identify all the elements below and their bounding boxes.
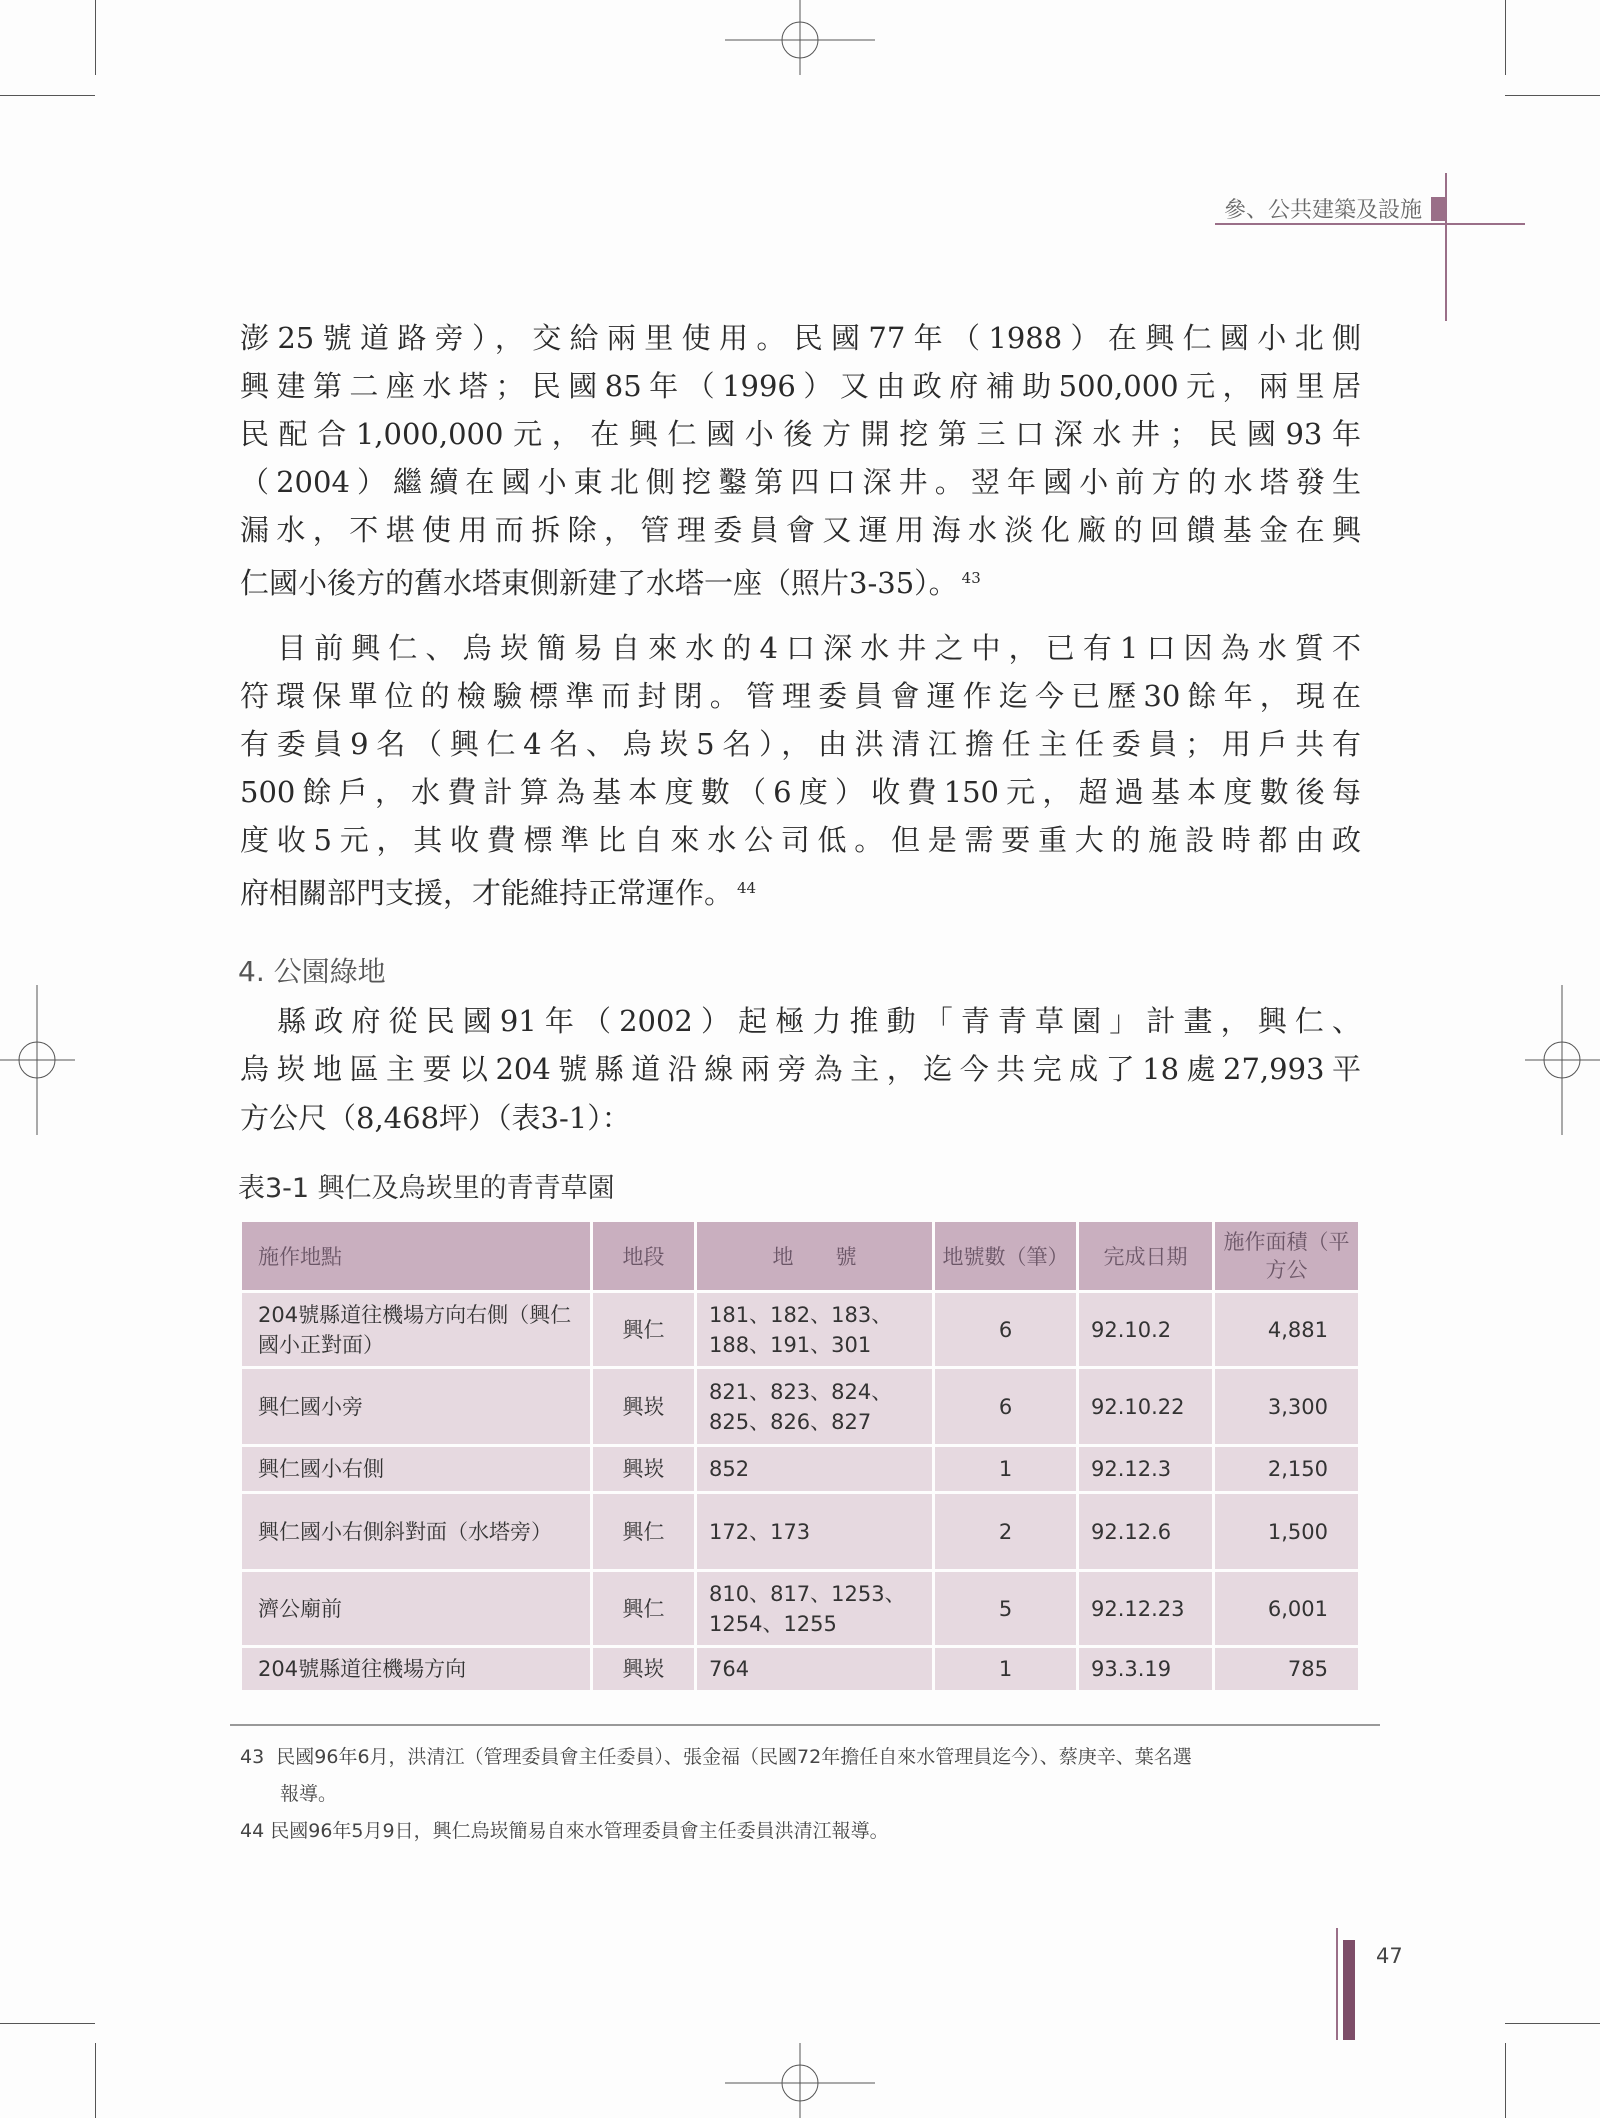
text-line: 度收5元，其收費標準比自來水公司低。但是需要重大的施設時都由政 (240, 823, 1361, 857)
table-row (242, 1648, 1358, 1690)
table-cell: 92.12.6 (1079, 1494, 1212, 1569)
table-cell: 興仁 (593, 1494, 694, 1569)
table-cell: 172、173 (697, 1494, 932, 1569)
text-line: 目前興仁、烏崁簡易自來水的4口深水井之中，已有1口因為水質不 (240, 631, 1361, 665)
crop-mark (0, 2023, 95, 2024)
section-heading: 4. 公園綠地 (238, 955, 386, 988)
table-cell: 821、823、824、825、826、827 (697, 1369, 932, 1444)
table-cell: 2 (935, 1494, 1076, 1569)
header-accent-block (1431, 197, 1446, 221)
footnote-rule (230, 1724, 1380, 1726)
col-header: 施作地點 (242, 1222, 590, 1290)
table-cell: 興崁 (593, 1369, 694, 1444)
table-cell: 興仁國小右側斜對面（水塔旁） (242, 1494, 590, 1569)
footnote-ref[interactable]: 44 (737, 879, 757, 897)
text-line: 方公尺（8,468坪）（表3-1）： (240, 1101, 631, 1135)
table-cell: 興崁 (593, 1447, 694, 1491)
text-line: 澎25號道路旁），交給兩里使用。民國77年（1988）在興仁國小北側 (240, 321, 1361, 355)
header-rule (1215, 223, 1525, 225)
table-cell: 6 (935, 1369, 1076, 1444)
col-header: 完成日期 (1079, 1222, 1212, 1290)
table-cell: 興仁國小右側 (242, 1447, 590, 1491)
text-line: 有委員9名（興仁4名、烏崁5名），由洪清江擔任主任委員；用戶共有 (240, 727, 1361, 761)
crop-mark (95, 2043, 96, 2118)
table-row (242, 1369, 1358, 1444)
table-cell: 1 (935, 1648, 1076, 1690)
crop-mark (1505, 2023, 1600, 2024)
chapter-header: 參、公共建築及設施 (1223, 198, 1422, 223)
table-row (242, 1572, 1358, 1645)
text-line: （2004）繼續在國小東北側挖鑿第四口深井。翌年國小前方的水塔發生 (240, 465, 1361, 499)
table-cell: 181、182、183、188、191、301 (697, 1293, 932, 1366)
table-cell: 4,881 (1215, 1293, 1358, 1366)
table-cell: 6 (935, 1293, 1076, 1366)
table-cell: 764 (697, 1648, 932, 1690)
crop-mark (1505, 95, 1600, 96)
col-header: 地 號 (697, 1222, 932, 1290)
table-row (242, 1494, 1358, 1569)
crop-mark (1505, 2043, 1506, 2118)
table-header-row (242, 1222, 1358, 1290)
registration-mark-left (0, 985, 75, 1135)
table-title: 表3-1 興仁及烏崁里的青青草園 (238, 1173, 615, 1204)
footnote-ref[interactable]: 43 (961, 569, 981, 587)
text-line: 符環保單位的檢驗標準而封閉。管理委員會運作迄今已歷30餘年，現在 (240, 679, 1361, 713)
green-space-table (239, 1219, 1361, 1693)
crop-mark (0, 95, 95, 96)
crop-mark (1505, 0, 1506, 75)
col-header: 施作面積（平方公 (1215, 1222, 1358, 1290)
table-cell: 興崁 (593, 1648, 694, 1690)
table-cell: 92.10.2 (1079, 1293, 1212, 1366)
table-cell: 3,300 (1215, 1369, 1358, 1444)
table-cell: 810、817、1253、1254、1255 (697, 1572, 932, 1645)
header-vertical-rule (1445, 173, 1447, 321)
page-number: 47 (1376, 1944, 1403, 1968)
text-line: 興建第二座水塔；民國85年（1996）又由政府補助500,000元，兩里居 (240, 369, 1361, 403)
table-cell: 5 (935, 1572, 1076, 1645)
registration-mark-top (725, 0, 875, 75)
footnote-number: 44 (240, 1820, 265, 1842)
table-cell: 6,001 (1215, 1572, 1358, 1645)
text-line: 民配合1,000,000元，在興仁國小後方開挖第三口深水井；民國93年 (240, 417, 1361, 451)
table-cell: 92.12.3 (1079, 1447, 1212, 1491)
footnote-text: 報導。 (280, 1783, 338, 1805)
table-cell: 2,150 (1215, 1447, 1358, 1491)
table-cell: 1 (935, 1447, 1076, 1491)
col-header: 地號數（筆） (935, 1222, 1076, 1290)
footnote-text: 民國96年5月9日，興仁烏崁簡易自來水管理委員會主任委員洪清江報導。 (270, 1820, 889, 1842)
page-marker-bar (1343, 1940, 1355, 2040)
crop-mark (95, 0, 96, 75)
table-cell: 1,500 (1215, 1494, 1358, 1569)
page-marker-line (1336, 1928, 1338, 2040)
table-row (242, 1447, 1358, 1491)
registration-mark-bottom (725, 2043, 875, 2118)
text-line: 漏水，不堪使用而拆除，管理委員會又運用海水淡化廠的回饋基金在興 (240, 513, 1361, 547)
text-line: 縣政府從民國91年（2002）起極力推動「青青草園」計畫，興仁、 (240, 1004, 1361, 1038)
table-cell: 204號縣道往機場方向右側（興仁國小正對面） (242, 1293, 590, 1366)
table-cell: 852 (697, 1447, 932, 1491)
text-line: 烏崁地區主要以204號縣道沿線兩旁為主，迄今共完成了18處27,993平 (240, 1052, 1361, 1086)
table-cell: 興仁 (593, 1293, 694, 1366)
text-line: 500餘戶，水費計算為基本度數（6度）收費150元，超過基本度數後每 (240, 775, 1361, 809)
table-cell: 濟公廟前 (242, 1572, 590, 1645)
registration-mark-right (1525, 985, 1600, 1135)
footnote-text: 民國96年6月，洪清江（管理委員會主任委員）、張金福（民國72年擔任自來水管理員迄今）、蔡庚辛、葉名選 (276, 1746, 1192, 1768)
table-cell: 92.12.23 (1079, 1572, 1212, 1645)
table-cell: 785 (1215, 1648, 1358, 1690)
table-cell: 92.10.22 (1079, 1369, 1212, 1444)
text-line: 府相關部門支援，才能維持正常運作。 (240, 876, 734, 910)
text-line: 仁國小後方的舊水塔東側新建了水塔一座（照片3-35）。 (240, 566, 958, 600)
col-header: 地段 (593, 1222, 694, 1290)
table-cell: 興仁國小旁 (242, 1369, 590, 1444)
table-cell: 93.3.19 (1079, 1648, 1212, 1690)
footnote-number: 43 (240, 1746, 265, 1768)
table-row (242, 1293, 1358, 1366)
table-cell: 興仁 (593, 1572, 694, 1645)
table-cell: 204號縣道往機場方向 (242, 1648, 590, 1690)
